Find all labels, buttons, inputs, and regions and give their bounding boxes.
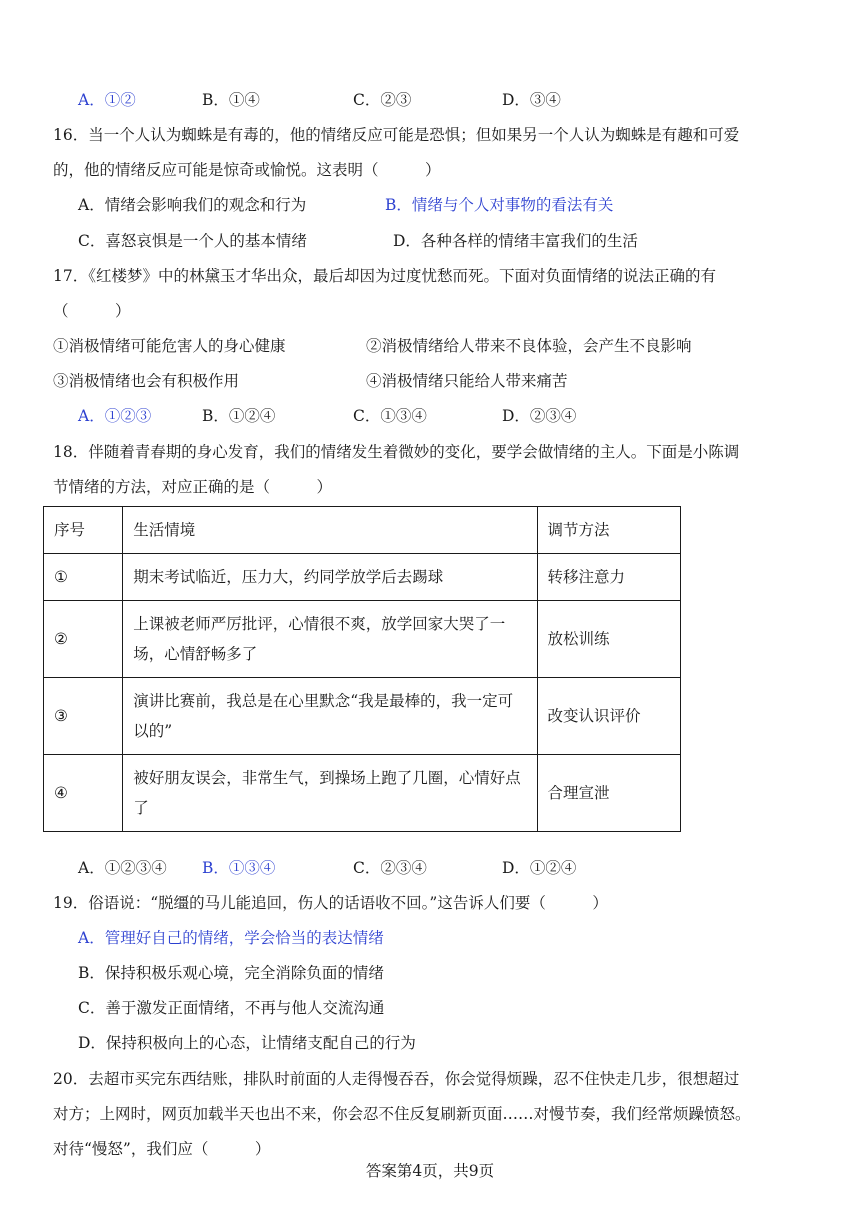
q18-stem-line2: 节情绪的方法，对应正确的是（ ） bbox=[53, 478, 333, 496]
table-cell-num: ③ bbox=[44, 678, 123, 755]
table-header-method: 调节方法 bbox=[537, 507, 680, 554]
emotion-regulation-table bbox=[43, 506, 681, 832]
table-row bbox=[44, 755, 681, 832]
table-cell-situation: 被好朋友误会，非常生气，到操场上跑了几圈，心情好点了 bbox=[123, 755, 537, 832]
table-header-situation: 生活情境 bbox=[123, 507, 537, 554]
q16-option-b: B．情绪与个人对事物的看法有关 bbox=[385, 196, 614, 214]
q17-stem-line1: 17．《红楼梦》中的林黛玉才华出众，最后却因为过度忧愁而死。下面对负面情绪的说法正确的有 bbox=[53, 267, 716, 285]
q16-option-c: C．喜怒哀惧是一个人的基本情绪 bbox=[78, 232, 307, 250]
q15-option-b: B．①④ bbox=[202, 91, 260, 109]
q17-option-a: A．①②③ bbox=[78, 407, 152, 425]
table-row bbox=[44, 554, 681, 601]
q16-option-d: D．各种各样的情绪丰富我们的生活 bbox=[393, 232, 638, 250]
table-cell-method: 改变认识评价 bbox=[537, 678, 680, 755]
table-cell-num: ② bbox=[44, 601, 123, 678]
table-cell-method: 放松训练 bbox=[537, 601, 680, 678]
q18-stem-line1: 18．伴随着青春期的身心发育，我们的情绪发生着微妙的变化，要学会做情绪的主人。下面是小陈调 bbox=[53, 443, 740, 461]
q15-option-c: C．②③ bbox=[353, 91, 412, 109]
table-cell-situation: 期末考试临近，压力大，约同学放学后去踢球 bbox=[123, 554, 537, 601]
table-row bbox=[44, 601, 681, 678]
q17-statement-1: ①消极情绪可能危害人的身心健康 bbox=[53, 337, 286, 355]
q15-option-a: A．①② bbox=[78, 91, 136, 109]
table-cell-num: ① bbox=[44, 554, 123, 601]
q16-stem-line2: 的，他的情绪反应可能是惊奇或愉悦。这表明（ ） bbox=[53, 161, 441, 179]
table-cell-situation: 演讲比赛前，我总是在心里默念“我是最棒的，我一定可以的” bbox=[123, 678, 537, 755]
q16-option-a: A．情绪会影响我们的观念和行为 bbox=[78, 196, 307, 214]
q17-option-b: B．①②④ bbox=[202, 407, 276, 425]
q18-option-b: B．①③④ bbox=[202, 859, 276, 877]
table-cell-method: 转移注意力 bbox=[537, 554, 680, 601]
q17-statement-2: ②消极情绪给人带来不良体验，会产生不良影响 bbox=[366, 337, 692, 355]
q19-option-d: D．保持积极向上的心态，让情绪支配自己的行为 bbox=[78, 1034, 416, 1052]
q20-stem-line1: 20．去超市买完东西结账，排队时前面的人走得慢吞吞，你会觉得烦躁，忍不住快走几步，很想超过 bbox=[53, 1070, 740, 1088]
q19-option-c: C．善于激发正面情绪，不再与他人交流沟通 bbox=[78, 999, 385, 1017]
q17-option-d: D．②③④ bbox=[502, 407, 577, 425]
table-row bbox=[44, 678, 681, 755]
page-footer: 答案第4页，共9页 bbox=[365, 1162, 495, 1180]
q19-option-a: A．管理好自己的情绪，学会恰当的表达情绪 bbox=[78, 929, 384, 947]
q16-stem-line1: 16．当一个人认为蜘蛛是有毒的，他的情绪反应可能是恐惧；但如果另一个人认为蜘蛛是有趣和可爱 bbox=[53, 126, 740, 144]
q20-stem-line2: 对方；上网时，网页加载半天也出不来，你会忍不住反复刷新页面……对慢节奏，我们经常烦躁愤怒。 bbox=[53, 1105, 751, 1123]
q15-option-d: D．③④ bbox=[502, 91, 561, 109]
q18-option-a: A．①②③④ bbox=[78, 859, 167, 877]
table-cell-num: ④ bbox=[44, 755, 123, 832]
table-header-num: 序号 bbox=[44, 507, 123, 554]
q17-option-c: C．①③④ bbox=[353, 407, 427, 425]
q19-stem: 19．俗语说：“脱缰的马儿能追回，伤人的话语收不回。”这告诉人们要（ ） bbox=[53, 894, 608, 912]
table-cell-situation: 上课被老师严厉批评，心情很不爽，放学回家大哭了一场，心情舒畅多了 bbox=[123, 601, 537, 678]
q19-option-b: B．保持积极乐观心境，完全消除负面的情绪 bbox=[78, 964, 384, 982]
q20-stem-line3: 对待“慢怒”，我们应（ ） bbox=[53, 1140, 271, 1158]
table-cell-method: 合理宣泄 bbox=[537, 755, 680, 832]
q17-stem-line2: （ ） bbox=[53, 302, 131, 320]
q18-option-d: D．①②④ bbox=[502, 859, 577, 877]
q18-option-c: C．②③④ bbox=[353, 859, 427, 877]
q17-statement-4: ④消极情绪只能给人带来痛苦 bbox=[366, 372, 568, 390]
table-header-row bbox=[44, 507, 681, 554]
q17-statement-3: ③消极情绪也会有积极作用 bbox=[53, 372, 240, 390]
